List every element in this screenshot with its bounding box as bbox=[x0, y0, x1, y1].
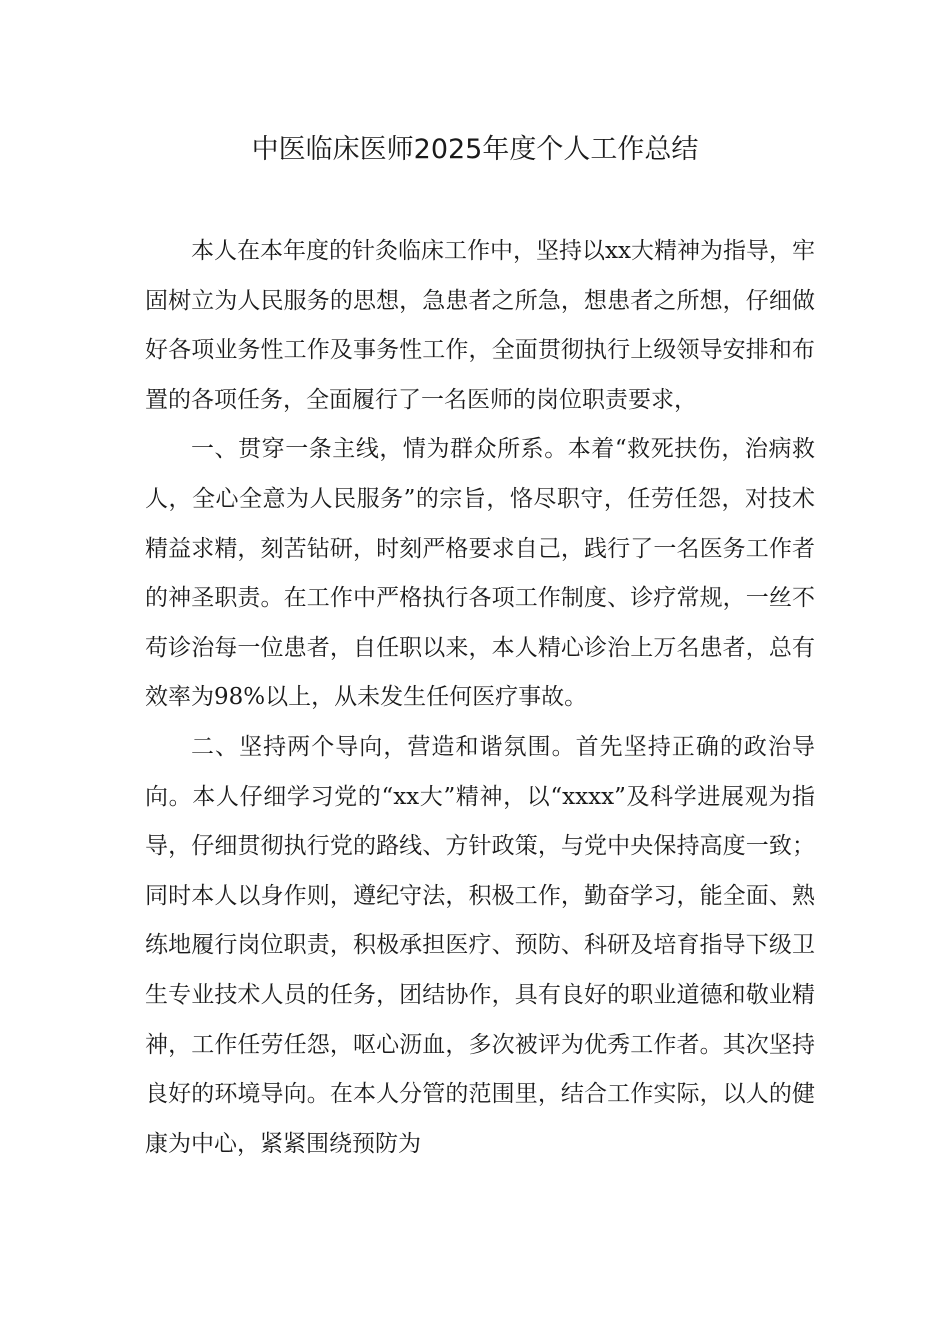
paragraph-intro: 本人在本年度的针灸临床工作中，坚持以xx大精神为指导，牢固树立为人民服务的思想，急患者之所急，想患者之所想，仔细做好各项业务性工作及事务性工作，全面贯彻执行上级领导安排和布置的各项任务，全面履行了一名医师的岗位职责要求， bbox=[145, 238, 815, 413]
document-body bbox=[145, 227, 815, 1169]
document-title: 中医临床医师2025年度个人工作总结 bbox=[251, 134, 699, 165]
paragraph-section-two: 二、坚持两个导向，营造和谐氛围。首先坚持正确的政治导向。本人仔细学习党的“xx大”精神，以“xxxx”及科学进展观为指导，仔细贯彻执行党的路线、方针政策，与党中央保持高度一致；同时本人以身作则，遵纪守法，积极工作，勤奋学习，能全面、熟练地履行岗位职责，积极承担医疗、预防、科研及培育指导下级卫生专业技术人员的任务，团结协作，具有良好的职业道德和敬业精神，工作任劳任怨，呕心沥血，多次被评为优秀工作者。其次坚持良好的环境导向。在本人分管的范围里，结合工作实际，以人的健康为中心，紧紧围绕预防为 bbox=[145, 733, 815, 1157]
paragraph-section-one: 一、贯穿一条主线，情为群众所系。本着“救死扶伤，治病救人，全心全意为人民服务”的宗旨，恪尽职守，任劳任怨，对技术精益求精，刻苦钻研，时刻严格要求自己，践行了一名医务工作者的神圣职责。在工作中严格执行各项工作制度、诊疗常规，一丝不苟诊治每一位患者，自任职以来，本人精心诊治上万名患者，总有效率为98%以上，从未发生任何医疗事故。 bbox=[145, 436, 815, 711]
